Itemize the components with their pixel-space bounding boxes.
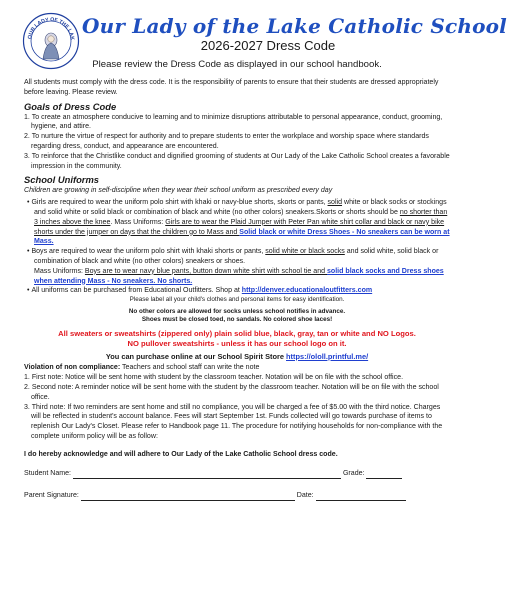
grade-field[interactable] (366, 470, 402, 479)
girls-uniform-rule: • Girls are required to wear the uniform polo shirt with khaki or navy-blue shorts, skorts or pants, solid white or black socks or stockings and solid white or solid black or combination of black and white (no other colors) sneakers.Skorts or shorts should be no shorter than 3 inches above the knee. Mass Uniforms: Girls are to wear the Plaid Jumper with Peter Pan white shirt collar and black or navy bike shorts under the jumper on days that the children go to Mass and Solid black or white Dress Shoes - No sneakers can be worn at Mass. (27, 199, 450, 246)
date-label: Date: (296, 492, 314, 500)
pullover-rule: NO pullover sweatshirts - unless it has our school logo on it. (127, 338, 347, 348)
intro-paragraph: All students must comply with the dress code. It is the responsibility of parents to ensure that their students are dressed appropriately before leaving. Please review. (24, 79, 439, 96)
bullet-icon: • (27, 248, 32, 256)
spirit-store-link[interactable]: https://ololl.printful.me/ (286, 351, 369, 361)
shoes-note: Shoes must be closed toed, no sandals. No colored shoe laces! (141, 316, 333, 324)
parent-signature-label: Parent Signature: (24, 492, 79, 500)
goals-heading: Goals of Dress Code (24, 100, 117, 112)
label-note: Please label all your child's clothes and personal items for easy identification. (129, 296, 345, 304)
uniforms-tagline: Children are growing in self-discipline when they wear their school uniform as prescribed every day (24, 187, 333, 195)
goal-item: 1. To create an atmosphere conducive to learning and to minimize disruptions attributable to personal appearance, conduct, grooming, hygiene, and attire. (24, 113, 443, 131)
boys-uniform-rule: • Boys are required to wear the uniform polo shirt with khaki shorts or pants, solid white or black socks and solid white, solid black or combination of black and white (no other colors) sneakers or shoes. Mass Uniforms: Boys are to wear navy blue pants, button down white shirt with school tie and solid black socks and Dress shoes when attending Mass - No sneakers. No shorts. (27, 248, 444, 285)
document-title: 2026-2027 Dress Code (200, 38, 336, 53)
educational-outfitters-link[interactable]: http://denver.educationaloutfitters.com (241, 287, 373, 295)
bullet-icon: • (27, 287, 32, 295)
violation-heading: Violation of non compliance: Teachers and school staff can write the note (24, 364, 260, 372)
violation-item: 1. First note: Notice will be sent home with student by the classroom teacher. Notation will be on file with the school office. (24, 374, 404, 382)
violation-item: 3. Third note: If two reminders are sent home and still no compliance, you will be charged a fee of $5.00 with the third notice. Charges will be reflected in student's account balance. Fees will start September 1st. Funds collected will go towards purchase of items to replenish Our Lady's Closet. Please refer to Handbook page 11. The procedure for notifying households for non-compliance with the complete uniform policy will be as follow: (24, 403, 443, 440)
uniforms-heading: School Uniforms (24, 174, 100, 186)
girls-mass-shoes-note: Solid black or white Dress Shoes - No sneakers can be worn at Mass. (34, 228, 450, 246)
spirit-store-line: You can purchase online at our School Spirit Store https://ololl.printful.me/ (105, 351, 369, 361)
document-body (24, 78, 450, 501)
date-field[interactable] (316, 492, 406, 501)
grade-label: Grade: (342, 470, 365, 478)
svg-text:OUR LADY OF THE LAKE: OUR LADY OF THE LAK (27, 16, 76, 41)
goal-item: 2. To nurture the virtue of respect for authority and to prepare students to enter the workplace and worship space where standards regarding dress, conduct, and appearance are encountered. (24, 133, 429, 150)
student-name-field[interactable] (73, 470, 341, 479)
school-name: Our Lady of the Lake Catholic School (82, 14, 507, 38)
goal-item: 3. To reinforce that the Christlike conduct and dignified grooming of students at Our Lady of the Lake Catholic School creates a favorable impression in the community. (24, 152, 450, 170)
student-name-row (24, 469, 450, 479)
violation-item: 2. Second note: A reminder notice will be sent home with the student by the classroom teacher. Notation will be on file with the school office. (24, 383, 439, 401)
parent-signature-row (24, 491, 450, 501)
sweater-rule: All sweaters or sweatshirts (zippered only) plain solid blue, black, gray, tan or white and NO Logos. (58, 328, 416, 338)
student-name-label: Student Name: (24, 470, 72, 478)
acknowledgement: I do hereby acknowledge and will adhere to Our Lady of the Lake Catholic School dress code. (24, 450, 338, 458)
document-subtitle: Please review the Dress Code as displayed in our school handbook. (92, 59, 382, 70)
socks-note: No other colors are allowed for socks unless school notifies in advance. (128, 307, 346, 315)
purchase-rule: • All uniforms can be purchased from Educational Outfitters. Shop at http://denver.educationaloutfitters.com (27, 287, 373, 295)
boys-mass-shoes-note: solid black socks and Dress shoes when attending Mass - No sneakers. No shorts. (34, 267, 444, 285)
parent-signature-field[interactable] (81, 492, 295, 501)
bullet-icon: • (27, 199, 32, 207)
